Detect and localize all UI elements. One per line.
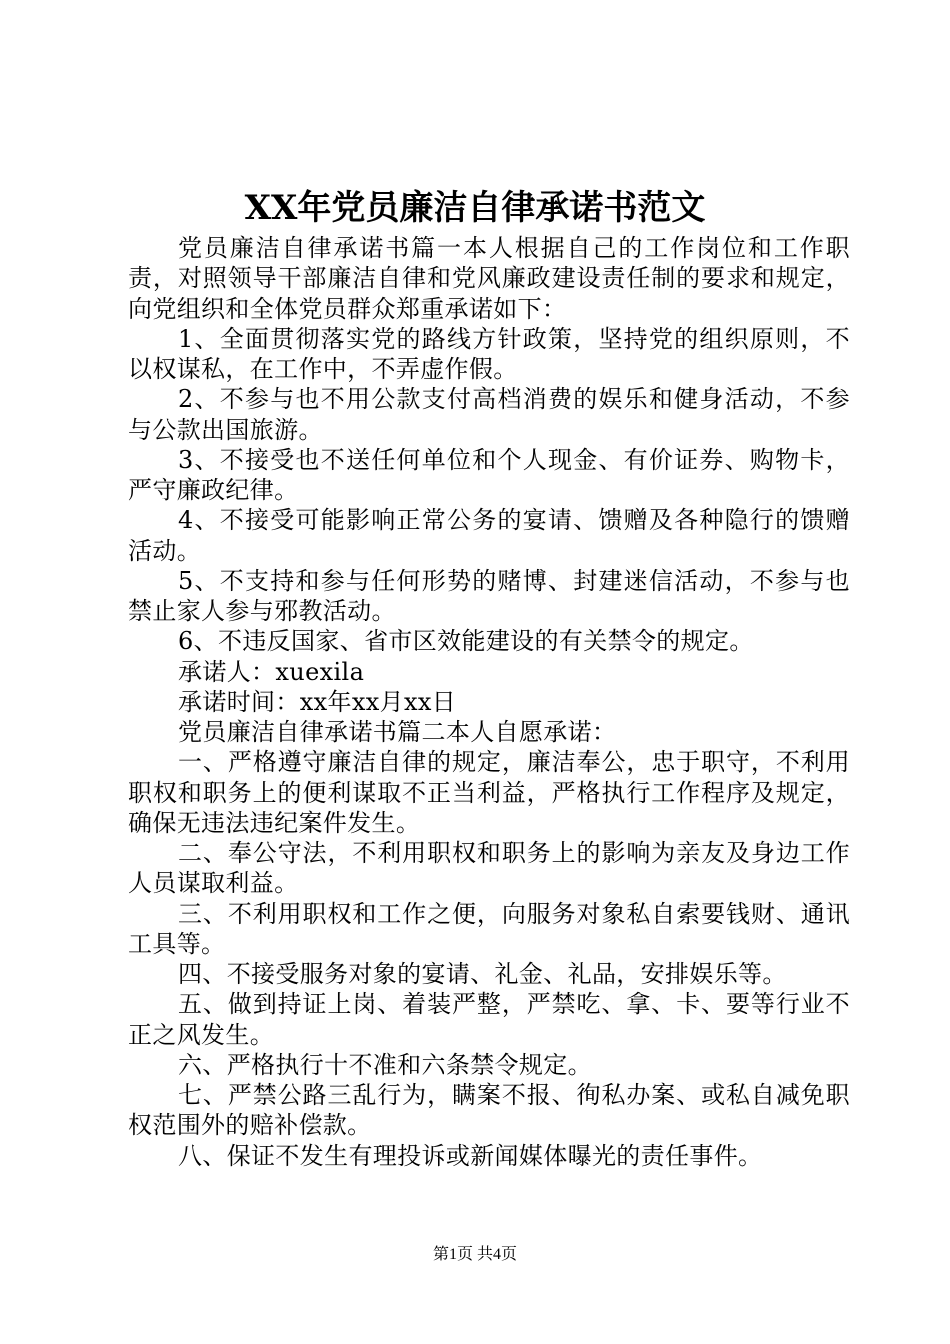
paragraph-pledge-6: 六、严格执行十不准和六条禁令规定。: [178, 1050, 592, 1079]
paragraph-pledge-8: 八、保证不发生有理投诉或新闻媒体曝光的责任事件。: [178, 1141, 763, 1170]
document-body: [128, 233, 850, 1171]
page-number-footer: 第1页 共4页: [432, 1246, 517, 1263]
document-title: XX年党员廉洁自律承诺书范文: [244, 188, 706, 228]
paragraph-pledge-7: 七、严禁公路三乱行为，瞒案不报、徇私办案、或私自减免职权范围外的赔补偿款。: [128, 1081, 850, 1140]
paragraph-pledge-3: 三、不利用职权和工作之便，向服务对象私自索要钱财、通讯工具等。: [128, 899, 850, 958]
paragraph-item-3: 3、不接受也不送任何单位和个人现金、有价证券、购物卡，严守廉政纪律。: [128, 445, 850, 504]
paragraph-item-6: 6、不违反国家、省市区效能建设的有关禁令的规定。: [178, 627, 754, 656]
paragraph-intro-1: 党员廉洁自律承诺书篇一本人根据自己的工作岗位和工作职责，对照领导干部廉洁自律和党风廉政建设责任制的要求和规定，向党组织和全体党员群众郑重承诺如下：: [128, 234, 850, 323]
paragraph-item-5: 5、不支持和参与任何形势的赌博、封建迷信活动，不参与也禁止家人参与邪教活动。: [128, 566, 850, 625]
paragraph-date: 承诺时间：xx年xx月xx日: [178, 687, 457, 716]
paragraph-signer: 承诺人：xuexila: [178, 657, 365, 686]
paragraph-intro-2: 党员廉洁自律承诺书篇二本人自愿承诺：: [178, 718, 617, 746]
paragraph-pledge-4: 四、不接受服务对象的宴请、礼金、礼品，安排娱乐等。: [178, 960, 787, 988]
paragraph-item-1: 1、全面贯彻落实党的路线方针政策，坚持党的组织原则，不以权谋私，在工作中，不弄虚作假。: [128, 324, 850, 383]
paragraph-pledge-2: 二、奉公守法，不利用职权和职务上的影响为亲友及身边工作人员谋取利益。: [128, 839, 850, 898]
paragraph-pledge-5: 五、做到持证上岗、着装严整，严禁吃、拿、卡、要等行业不正之风发生。: [128, 990, 850, 1049]
paragraph-pledge-1: 一、严格遵守廉洁自律的规定，廉洁奉公，忠于职守，不利用职权和职务上的便利谋取不正当利益，严格执行工作程序及规定，确保无违法违纪案件发生。: [128, 748, 850, 837]
paragraph-item-2: 2、不参与也不用公款支付高档消费的娱乐和健身活动，不参与公款出国旅游。: [128, 385, 850, 444]
paragraph-item-4: 4、不接受可能影响正常公务的宴请、馈赠及各种隐行的馈赠活动。: [128, 506, 850, 565]
